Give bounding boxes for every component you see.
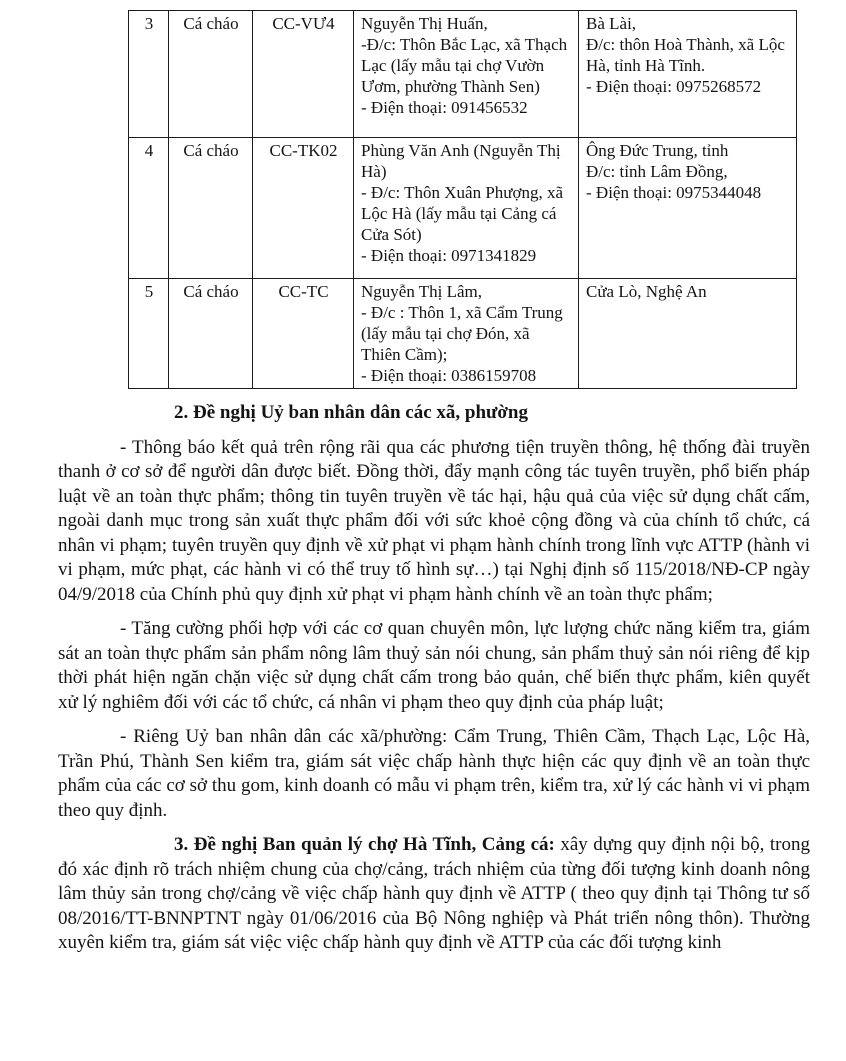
cell-line: - Điện thoại: 091456532 xyxy=(361,98,528,117)
sample-name-cell: Cá cháo xyxy=(169,279,253,389)
contact-info-cell xyxy=(579,279,797,389)
table-row xyxy=(129,279,797,389)
cell-line: - Đ/c: Thôn Xuân Phượng, xã Lộc Hà (lấy mẫu tại Cảng cá Cửa Sót) xyxy=(361,183,564,244)
section-2-paragraph-2: - Tăng cường phối hợp với các cơ quan chuyên môn, lực lượng chức năng kiểm tra, giám sát an toàn thực phẩm sản phẩm nông lâm thuỷ sản nói chung, sản phẩm thuỷ sản nói riêng để kịp thời phát hiện ngăn chặn việc sử dụng chất cấm trong bảo quản, chế biến thực phẩm, kiên quyết xử lý nghiêm đối với các tổ chức, cá nhân vi phạm theo quy định của pháp luật; xyxy=(58,618,810,713)
cell-line: - Điện thoại: 0975268572 xyxy=(586,77,762,96)
cell-line: - Điện thoại: 0975344048 xyxy=(586,183,762,202)
sample-code-cell: CC-TC xyxy=(253,279,354,389)
owner-info-cell xyxy=(354,11,579,138)
sample-name-cell: Cá cháo xyxy=(169,138,253,279)
sample-code-cell: CC-VƯ4 xyxy=(253,11,354,138)
cell-line: Đ/c: tỉnh Lâm Đồng, xyxy=(586,162,728,181)
owner-info-cell xyxy=(354,279,579,389)
row-number-cell: 4 xyxy=(129,138,169,279)
section-3-paragraph xyxy=(58,833,810,956)
cell-line: Ông Đức Trung, tỉnh xyxy=(586,141,729,160)
section-2-heading: 2. Đề nghị Uỷ ban nhân dân các xã, phường xyxy=(174,402,528,423)
sample-results-table xyxy=(128,10,797,389)
contact-info-cell xyxy=(579,11,797,138)
sample-results-table-section xyxy=(128,10,796,389)
table-row xyxy=(129,138,797,279)
contact-info-cell xyxy=(579,138,797,279)
cell-line: - Điện thoại: 0971341829 xyxy=(361,246,537,265)
cell-line: Đ/c: thôn Hoà Thành, xã Lộc Hà, tỉnh Hà Tĩnh. xyxy=(586,35,785,75)
section-2-paragraph-3: - Riêng Uỷ ban nhân dân các xã/phường: Cẩm Trung, Thiên Cầm, Thạch Lạc, Lộc Hà, Trần Phú, Thành Sen kiểm tra, giám sát việc chấp hành thực hiện các quy định về an toàn thực phẩm của các cơ sở thu gom, kinh doanh có mẫu vi phạm trên, kiểm tra, xử lý các hành vi vi phạm theo quy định. xyxy=(58,726,810,821)
cell-line: - Điện thoại: 0386159708 xyxy=(361,366,537,385)
cell-line: Bà Lài, xyxy=(586,14,637,33)
cell-line: -Đ/c: Thôn Bắc Lạc, xã Thạch Lạc (lấy mẫu tại chợ Vườn Ươm, phường Thành Sen) xyxy=(361,35,568,96)
sample-code-cell: CC-TK02 xyxy=(253,138,354,279)
cell-line: - Đ/c : Thôn 1, xã Cẩm Trung (lấy mẫu tại chợ Đón, xã Thiên Cầm); xyxy=(361,303,563,364)
cell-line: Nguyễn Thị Huấn, xyxy=(361,14,488,33)
section-3-heading: 3. Đề nghị Ban quản lý chợ Hà Tĩnh, Cảng cá: xyxy=(174,834,555,855)
section-3-body-text: xây dựng quy định nội bộ, trong đó xác định rõ trách nhiệm chung của chợ/cảng, trách nhiệm của từng đối tượng kinh doanh nông lâm thủy sản trong chợ/cảng về việc chấp hành quy định về ATTP ( theo quy định tại Thông tư số 08/2016/TT-BNNPTNT ngày 01/06/2016 của Bộ Nông nghiệp và Phát triển nông thôn). Thường xuyên kiểm tra, giám sát việc việc chấp hành quy định về ATTP của các đối tượng kinh xyxy=(58,834,810,953)
cell-line: Nguyễn Thị Lâm, xyxy=(361,282,483,301)
section-2-paragraph-1: - Thông báo kết quả trên rộng rãi qua các phương tiện truyền thông, hệ thống đài truyền thanh ở cơ sở để người dân được biết. Đồng thời, đẩy mạnh công tác tuyên truyền, phổ biến pháp luật về an toàn thực phẩm; thông tin tuyên truyền về tác hại, hậu quả của việc sử dụng chất cấm, ngoài danh mục trong sản xuất thực phẩm đối với sức khoẻ cộng đồng và của chính tổ chức, cá nhân vi phạm; tuyên truyền quy định về xử phạt vi phạm hành chính trong lĩnh vực ATTP (hành vi vi phạm, mức phạt, các hành vi có thể truy tố hình sự…) tại Nghị định số 115/2018/NĐ-CP ngày 04/9/2018 của Chính phủ quy định xử phạt vi phạm hành chính về an toàn thực phẩm; xyxy=(58,436,810,605)
owner-info-cell xyxy=(354,138,579,279)
row-number-cell: 3 xyxy=(129,11,169,138)
table-row xyxy=(129,11,797,138)
cell-line: Phùng Văn Anh (Nguyễn Thị Hà) xyxy=(361,141,561,181)
row-number-cell: 5 xyxy=(129,279,169,389)
cell-line: Cửa Lò, Nghệ An xyxy=(586,282,707,301)
sample-name-cell: Cá cháo xyxy=(169,11,253,138)
document-body xyxy=(58,401,810,956)
